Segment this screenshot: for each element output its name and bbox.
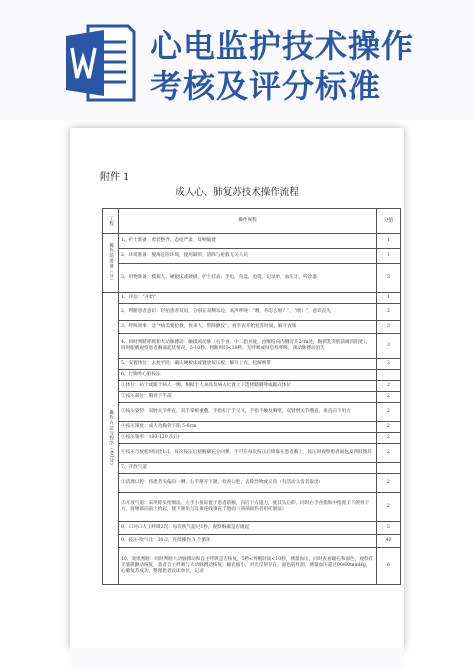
table-row (103, 234, 401, 249)
table-row (103, 403, 401, 422)
row-score: 2 (377, 493, 401, 522)
section-prep-label: 操作前准备（分） (103, 234, 119, 293)
row-score: 2 (377, 474, 401, 493)
row-text: ⑥按压与放松时间比1:1，每次按压后使胸廓充分回弹，不可在每次按压后倚靠在患者胸上，按压时观察患者面色及四肢循环 (119, 444, 377, 463)
table-row (103, 359, 401, 370)
row-score: 2 (377, 403, 401, 422)
row-text: 5、安置体位：去枕平卧，确认硬板床或置放按压板，解开上衣，松解裤带 (119, 359, 377, 370)
row-score: 1 (377, 234, 401, 249)
table-row (103, 522, 401, 535)
table-row (103, 249, 401, 264)
table-row (103, 321, 401, 334)
page-bottom-fade (70, 648, 404, 669)
header-score: 分值 (377, 209, 401, 234)
row-text: ④按压深度：成人为胸骨下陷 5-6cm (119, 422, 377, 433)
document-preview-header (0, 0, 474, 120)
table-row (103, 422, 401, 433)
row-text: 1、评估：“开始” (119, 293, 377, 304)
page-title: 成人心、肺复苏技术操作流程 (175, 187, 299, 198)
row-score (377, 370, 401, 381)
table-row (103, 433, 401, 444)
table-row (103, 381, 401, 392)
attachment-label: 附件 1 (100, 172, 130, 183)
row-text: ①体位：站于或跪于病人一侧，根据个人身高及病人位置上下选择踏脚凳或跪式体位 (119, 381, 377, 392)
row-score: 2 (377, 433, 401, 444)
table-row (103, 293, 401, 304)
row-text: ①清理口腔：将患者头偏向一侧，右手掰开下颌，检查口腔，去除异物或义齿（有活动义齿者取出） (119, 474, 377, 493)
row-score: 3 (377, 264, 401, 293)
table-row (103, 548, 401, 585)
row-score: 2 (377, 422, 401, 433)
table-row (103, 474, 401, 493)
row-score: 3 (377, 359, 401, 370)
row-text: ③按压姿势：双肘关节伸直，双手掌根重叠，手指扣于手交叉，手指不触及胸壁，双臂肘关节绷直，垂直向下用力 (119, 403, 377, 422)
row-text: 3、用物准备：模拟人、硬板床或硬板、护士挂表，手电，弯盘，电筒，记录单，血压计，听诊器 (119, 264, 377, 293)
table-row (103, 493, 401, 522)
table-row (103, 304, 401, 321)
row-text: 10、效果判断：同时判断大动脉搏动和自主呼吸是否恢复，5秒<判断时间<10秒，测量血压，同时查看瞳孔和面色，观察有无皱肌颤动恢复，患者自主呼吸与大动脉搏动恢复，瞳孔缩小，对光反射存在，面色转红润，测量血压超过90/60mmHg，心肺复苏成功，整理患者及床单位，记录 (119, 548, 377, 585)
row-text: 7、开放气道 (119, 463, 377, 474)
row-text: 2、判断患者意识：轻拍患者双肩，分别在双侧耳边，高声呼唤：“喂，你怎么啦？”，“喂！”，意识丧失 (119, 304, 377, 321)
row-text: 6、行胸外心脏按压 (119, 370, 377, 381)
table-row (103, 444, 401, 463)
document-title-line-2: 考核及评分标准 (150, 67, 382, 105)
table-row (103, 264, 401, 293)
row-score: 3 (377, 334, 401, 359)
table-row (103, 334, 401, 359)
procedure-table (102, 208, 401, 585)
row-score: 6 (377, 548, 401, 585)
section-proc-label: 操作方法与程序（60分） (103, 293, 119, 585)
table-row (103, 370, 401, 381)
row-score: 2 (377, 304, 401, 321)
document-title-line-1: 心电监护技术操作 (150, 27, 415, 65)
row-score: 1 (377, 293, 401, 304)
row-text: 1、护士准备：着装整齐、态度严肃，反响敏捷 (119, 234, 377, 249)
row-text: 3、呼叫同事：急“*病需要抢救，快来人，带除颤仪”，看手表开始复苏时间，解开衣领 (119, 321, 377, 334)
document-page (70, 128, 404, 648)
row-score: 40 (377, 535, 401, 548)
row-score: 3 (377, 522, 401, 535)
table-row (103, 535, 401, 548)
header-item: 工程 (103, 209, 119, 234)
row-score: 2 (377, 392, 401, 403)
row-score: 2 (377, 381, 401, 392)
row-score: 1 (377, 249, 401, 264)
table-row (103, 463, 401, 474)
row-score: 2 (377, 444, 401, 463)
row-text: ②按压部位：胸骨下半部 (119, 392, 377, 403)
row-text: 9、按压-吹气比：30:2，连续操作 5 个循环 (119, 535, 377, 548)
word-document-icon (64, 22, 136, 104)
row-text: 4、同时判断呼吸和大动脉搏动：触摸颈动脉（右手食、中二指并拢，由喉结向内侧旁开2cm处，胸锁乳突肌前缘凹陷处），同时眼睛观察患者胸部起伏情况，5-10秒，判断时间<10秒，无呼吸或叹息样呼吸，颈动脉搏动消失 (119, 334, 377, 359)
row-text: ⑤按压频率：100-120 次/分 (119, 433, 377, 444)
table-header-row (103, 209, 401, 234)
row-score (377, 463, 401, 474)
table-row (103, 392, 401, 403)
row-text: 2、环境准备：脱离危险环境，使用隔帘，清除与抢救无关人员 (119, 249, 377, 264)
row-score: 3 (377, 321, 401, 334)
header-procedure: 操作规程 (119, 209, 377, 234)
row-text: ②开放气道：采用仰头抬颏法，左手小鱼际置于患者前额，向后下方施力，使其头后仰，同时右手食指和中指置于下颌骨下方，将颏部向前上抬起，使下颌角与耳垂连线垂直于地面（颈部损伤者用托颌法） (119, 493, 377, 522)
row-text: 8、口对口人工呼吸2次：每次吹气超过1秒，观察胸廓是否隆起 (119, 522, 377, 535)
